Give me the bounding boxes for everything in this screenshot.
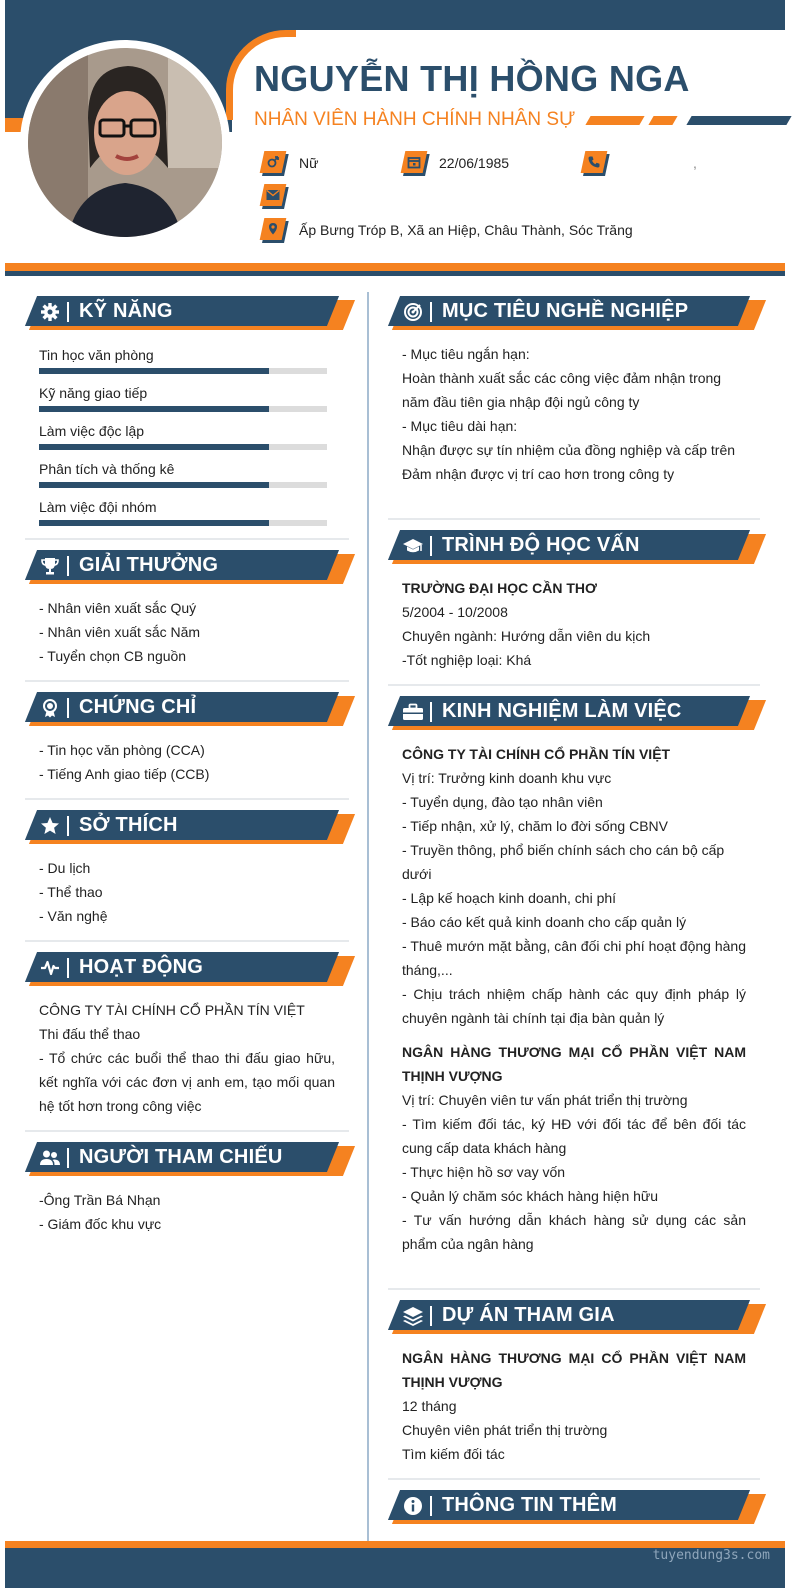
objective-title: MỤC TIÊU NGHỀ NGHIỆP bbox=[442, 300, 689, 322]
award-item: - Tuyển chọn CB nguồn bbox=[39, 648, 187, 664]
projects-body bbox=[388, 1346, 760, 1466]
avatar bbox=[20, 40, 230, 245]
gear-icon bbox=[39, 301, 61, 323]
skill-item bbox=[39, 494, 335, 526]
section-separator bbox=[388, 518, 760, 520]
project-role: Chuyên viên phát triển thị trường bbox=[402, 1422, 608, 1438]
job-duty: - Chịu trách nhiệm chấp hành các quy định pháp lý chuyên ngành tài chính tại địa bàn quản lý bbox=[402, 986, 746, 1026]
graduation-cap-icon bbox=[402, 535, 424, 557]
education-grade: -Tốt nghiệp loại: Khá bbox=[402, 652, 532, 668]
avatar-photo bbox=[28, 48, 222, 237]
activities-title: HOẠT ĐỘNG bbox=[79, 956, 204, 978]
experience-body bbox=[388, 742, 760, 1256]
awards-list bbox=[25, 596, 349, 668]
address-value: Ấp Bưng Tróp B, Xã an Hiệp, Châu Thành, Sóc Trăng bbox=[299, 222, 633, 238]
education-title: TRÌNH ĐỘ HỌC VẤN bbox=[442, 534, 640, 556]
location-icon bbox=[260, 218, 287, 240]
skill-bar bbox=[39, 368, 327, 374]
footer-bar-orange bbox=[5, 1541, 785, 1548]
skill-bar bbox=[39, 444, 327, 450]
hobbies-title: SỞ THÍCH bbox=[79, 814, 178, 836]
certificates-header bbox=[25, 692, 349, 728]
job-duty: - Tư vấn hướng dẫn khách hàng sử dụng các sản phẩm của ngân hàng bbox=[402, 1212, 746, 1252]
project-org: NGÂN HÀNG THƯƠNG MẠI CỔ PHẦN VIỆT NAM THỊNH VƯỢNG bbox=[402, 1350, 746, 1390]
award-item: - Nhân viên xuất sắc Quý bbox=[39, 600, 197, 616]
target-icon bbox=[402, 301, 424, 323]
activity-desc: - Tổ chức các buổi thể thao thi đấu giao hữu, kết nghĩa với các đơn vị anh em, tạo mối quan hệ tốt hơn trong công việc bbox=[39, 1050, 335, 1114]
experience-title: KINH NGHIỆM LÀM VIỆC bbox=[442, 700, 682, 722]
job-duty: - Thực hiện hồ sơ vay vốn bbox=[402, 1164, 566, 1180]
skill-bar bbox=[39, 482, 327, 488]
hobbies-header bbox=[25, 810, 349, 846]
award-item: - Nhân viên xuất sắc Năm bbox=[39, 624, 201, 640]
activity-org: CÔNG TY TÀI CHÍNH CỔ PHẦN TÍN VIỆT bbox=[39, 1002, 305, 1018]
objective-line: Hoàn thành xuất sắc các công việc đảm nhận trong năm đầu tiên gia nhập đội ngủ công ty bbox=[402, 370, 722, 410]
references-header bbox=[25, 1142, 349, 1178]
star-icon bbox=[39, 815, 61, 837]
header-divider-orange bbox=[5, 263, 785, 271]
skill-bar-fill bbox=[39, 520, 269, 526]
skill-bar bbox=[39, 520, 327, 526]
header-divider-navy bbox=[5, 271, 785, 276]
section-separator bbox=[25, 798, 349, 800]
candidate-name: NGUYỄN THỊ HỒNG NGA bbox=[254, 58, 690, 99]
skill-item bbox=[39, 342, 335, 374]
skill-bar-fill bbox=[39, 444, 269, 450]
job-duty: - Truyền thông, phổ biến chính sách cho cán bộ cấp dưới bbox=[402, 842, 725, 882]
skill-name: Làm việc độc lập bbox=[39, 423, 145, 439]
awards-header bbox=[25, 550, 349, 586]
education-body bbox=[388, 576, 760, 672]
objective-line: - Mục tiêu ngắn hạn: bbox=[402, 346, 530, 362]
left-column bbox=[25, 296, 349, 1236]
hobby-item: - Du lịch bbox=[39, 860, 91, 876]
medal-icon bbox=[39, 697, 61, 719]
users-icon bbox=[39, 1147, 61, 1169]
certificates-list bbox=[25, 738, 349, 786]
watermark: tuyendung3s.com bbox=[652, 1548, 770, 1563]
projects-header bbox=[388, 1300, 760, 1336]
section-separator bbox=[25, 940, 349, 942]
skill-item bbox=[39, 418, 335, 450]
skill-bar-fill bbox=[39, 406, 269, 412]
education-period: 5/2004 - 10/2008 bbox=[402, 604, 508, 620]
skill-name: Tin học văn phòng bbox=[39, 347, 154, 363]
projects-title: DỰ ÁN THAM GIA bbox=[442, 1304, 615, 1326]
awards-title: GIẢI THƯỞNG bbox=[79, 554, 219, 576]
job-duty: - Báo cáo kết quả kinh doanh cho cấp quản lý bbox=[402, 914, 687, 930]
section-separator bbox=[25, 680, 349, 682]
skills-title: KỸ NĂNG bbox=[79, 300, 173, 322]
certificate-item: - Tin học văn phòng (CCA) bbox=[39, 742, 205, 758]
job-duty: - Tìm kiếm đối tác, ký HĐ với đối tác để bên đối tác cung cấp data khách hàng bbox=[402, 1116, 746, 1156]
project-duration: 12 tháng bbox=[402, 1398, 457, 1414]
gender-icon bbox=[260, 151, 287, 173]
skill-item bbox=[39, 380, 335, 412]
hobby-item: - Thể thao bbox=[39, 884, 103, 900]
education-header bbox=[388, 530, 760, 566]
section-separator bbox=[388, 684, 760, 686]
education-school: TRƯỜNG ĐẠI HỌC CẦN THƠ bbox=[402, 580, 597, 596]
hobbies-list bbox=[25, 856, 349, 928]
experience-header bbox=[388, 696, 760, 732]
objective-line: Đảm nhận được vị trí cao hơn trong công ty bbox=[402, 466, 675, 482]
skills-header bbox=[25, 296, 349, 332]
job-position: Vị trí: Chuyên viên tư vấn phát triển thị trường bbox=[402, 1092, 688, 1108]
section-separator bbox=[25, 538, 349, 540]
trophy-icon bbox=[39, 555, 61, 577]
section-separator bbox=[25, 1130, 349, 1132]
section-separator bbox=[388, 1288, 760, 1290]
hobby-item: - Văn nghệ bbox=[39, 908, 108, 924]
job-position: Vị trí: Trưởng kinh doanh khu vực bbox=[402, 770, 612, 786]
briefcase-icon bbox=[402, 701, 424, 723]
title-stripe bbox=[686, 116, 791, 125]
skill-name: Phân tích và thống kê bbox=[39, 461, 175, 477]
column-divider bbox=[367, 292, 369, 1542]
skill-bar-fill bbox=[39, 482, 269, 488]
info-icon bbox=[402, 1495, 424, 1517]
extra-title: THÔNG TIN THÊM bbox=[442, 1494, 618, 1516]
job-company: NGÂN HÀNG THƯƠNG MẠI CỔ PHẦN VIỆT NAM THỊNH VƯỢNG bbox=[402, 1044, 746, 1084]
activity-role: Thi đấu thể thao bbox=[39, 1026, 141, 1042]
section-separator bbox=[388, 1478, 760, 1480]
reference-position: - Giám đốc khu vực bbox=[39, 1216, 162, 1232]
education-major: Chuyên ngành: Hướng dẫn viên du kịch bbox=[402, 628, 651, 644]
phone-value: , bbox=[693, 155, 697, 171]
skill-name: Kỹ năng giao tiếp bbox=[39, 385, 148, 401]
skills-list bbox=[25, 342, 349, 526]
objective-line: - Mục tiêu dài hạn: bbox=[402, 418, 518, 434]
job-duty: - Tiếp nhận, xử lý, chăm lo đời sống CBNV bbox=[402, 818, 668, 834]
job-duty: - Quản lý chăm sóc khách hàng hiện hữu bbox=[402, 1188, 659, 1204]
extra-header bbox=[388, 1490, 760, 1526]
pulse-icon bbox=[39, 957, 61, 979]
job-duty: - Thuê mướn mặt bằng, cân đối chi phí hoạt động hàng tháng,... bbox=[402, 938, 746, 978]
job-duty: - Lập kế hoạch kinh doanh, chi phí bbox=[402, 890, 617, 906]
layers-icon bbox=[402, 1305, 424, 1327]
job-company: CÔNG TY TÀI CHÍNH CỔ PHẦN TÍN VIỆT bbox=[402, 746, 671, 762]
certificates-title: CHỨNG CHỈ bbox=[79, 696, 197, 718]
activities-header bbox=[25, 952, 349, 988]
activities-body bbox=[25, 998, 349, 1118]
phone-icon bbox=[581, 151, 608, 173]
job-title: NHÂN VIÊN HÀNH CHÍNH NHÂN SỰ bbox=[254, 109, 576, 130]
skill-bar bbox=[39, 406, 327, 412]
objective-header bbox=[388, 296, 760, 332]
calendar-icon bbox=[401, 151, 428, 173]
references-title: NGƯỜI THAM CHIẾU bbox=[79, 1146, 283, 1168]
skill-bar-fill bbox=[39, 368, 269, 374]
objective-body bbox=[388, 342, 760, 486]
right-column bbox=[388, 296, 760, 1560]
skill-name: Làm việc đội nhóm bbox=[39, 499, 157, 515]
job-duty: - Tuyển dụng, đào tạo nhân viên bbox=[402, 794, 603, 810]
reference-name: -Ông Trần Bá Nhạn bbox=[39, 1192, 161, 1208]
title-stripe bbox=[585, 116, 644, 125]
certificate-item: - Tiếng Anh giao tiếp (CCB) bbox=[39, 766, 210, 782]
email-icon bbox=[260, 184, 287, 206]
skill-item bbox=[39, 456, 335, 488]
references-list bbox=[25, 1188, 349, 1236]
project-task: Tìm kiếm đối tác bbox=[402, 1446, 505, 1462]
objective-line: Nhận được sự tín nhiệm của đồng nghiệp và cấp trên bbox=[402, 442, 736, 458]
gender-value: Nữ bbox=[299, 155, 319, 171]
birthdate-value: 22/06/1985 bbox=[439, 155, 510, 171]
